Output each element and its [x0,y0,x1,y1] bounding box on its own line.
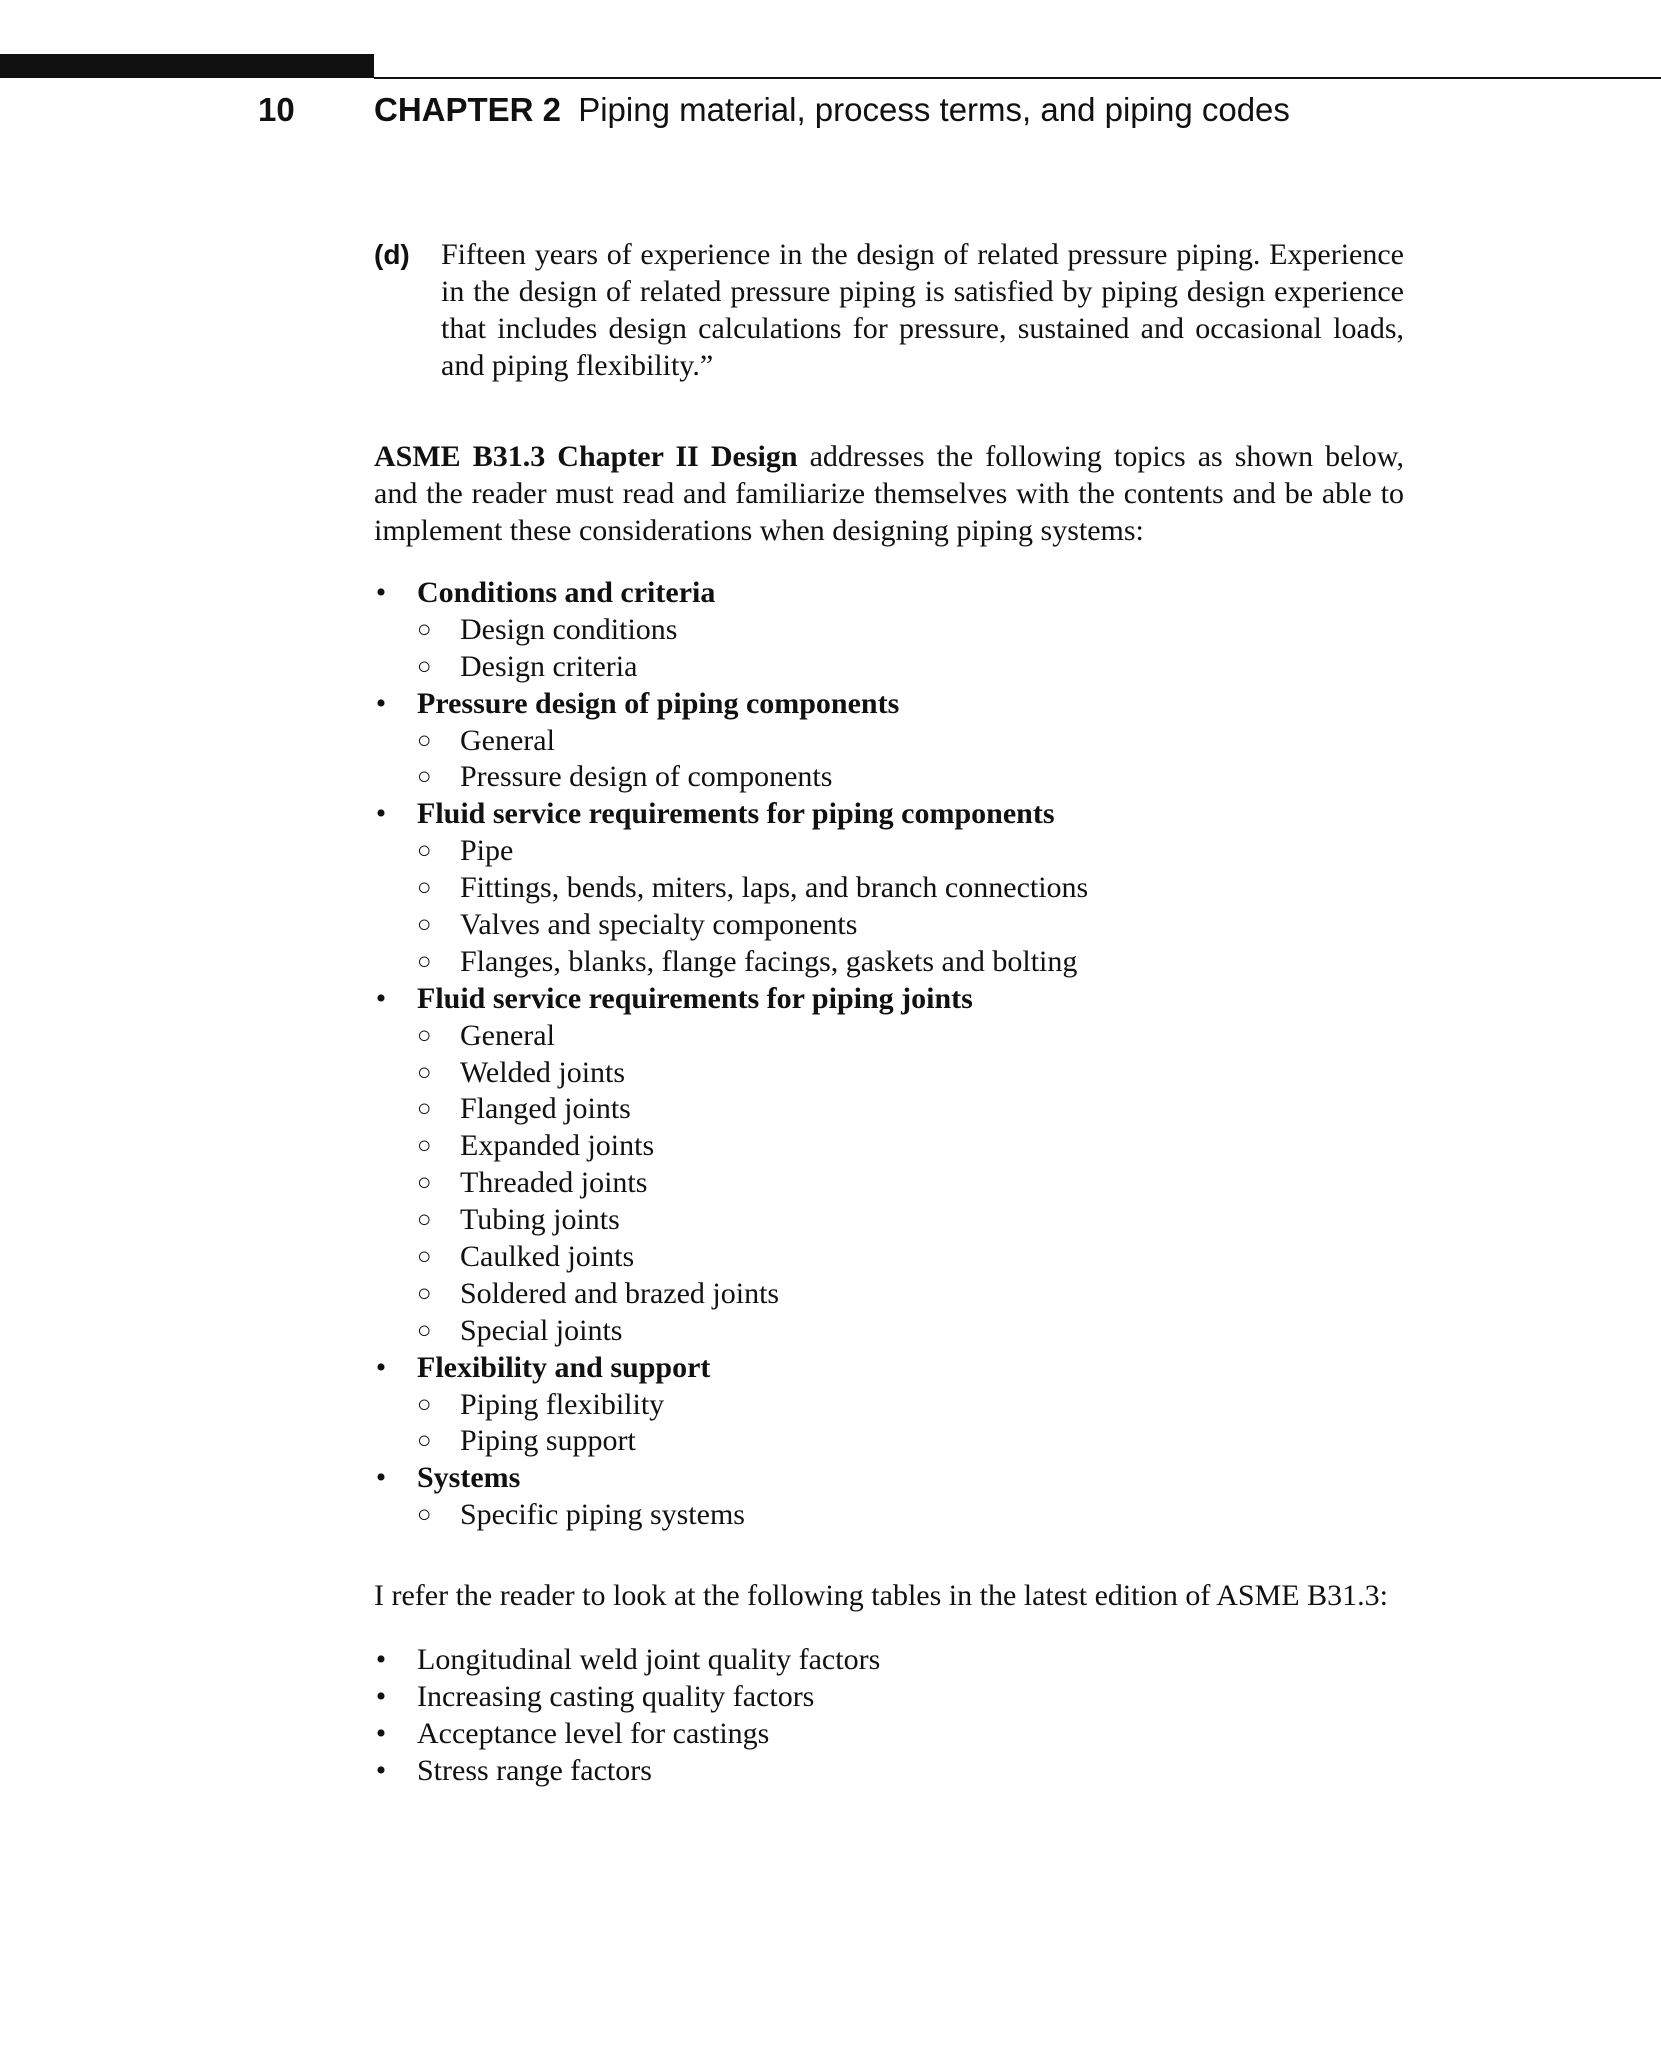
topic-group-title: Flexibility and support [417,1350,711,1384]
item-text: Fifteen years of experience in the design of related pressure piping. Experience in the design of related pressure piping is satisfied by piping design experience that includes design calculations for pressure, sustained and occasional loads, and piping flexibility.” [441,238,1404,382]
topic-subitem: Specific piping systems [460,1498,745,1532]
topic-subitem-row [374,1165,1404,1202]
topic-subitem: Caulked joints [460,1240,635,1274]
topic-subitem: Threaded joints [460,1166,648,1200]
topic-group-title: Fluid service requirements for piping components [417,797,1055,831]
bullet-icon: • [375,1716,387,1750]
tables-list [374,1642,1404,1790]
bullet-icon: • [375,981,387,1015]
table-list-item [374,1642,1404,1679]
circle-bullet-icon: ○ [417,948,432,975]
circle-bullet-icon: ○ [417,1280,432,1307]
list-item-d [374,236,1404,384]
bullet-icon: • [375,1679,387,1713]
topic-subitem: Soldered and brazed joints [460,1276,780,1310]
topic-subitem-row [374,1313,1404,1350]
table-list-item [374,1753,1404,1790]
topic-subitem: General [460,1018,555,1052]
bullet-icon: • [375,1753,387,1787]
bullet-icon: • [375,797,387,831]
circle-bullet-icon: ○ [417,838,432,865]
topic-group-title: Pressure design of piping components [417,686,900,720]
table-name: Stress range factors [417,1753,652,1787]
topic-subitem: Expanded joints [460,1129,655,1163]
table-list-item [374,1716,1404,1753]
circle-bullet-icon: ○ [417,1317,432,1344]
topics-list [374,575,1404,1534]
topic-subitem-row [374,723,1404,760]
topic-group-row [374,981,1404,1018]
chapter-label: CHAPTER 2 [374,91,562,128]
topic-subitem-row [374,1276,1404,1313]
topic-subitem: Pressure design of components [460,760,833,794]
circle-bullet-icon: ○ [417,1391,432,1418]
topic-subitem-row [374,759,1404,796]
bullet-icon: • [375,1461,387,1495]
topic-subitem: Design conditions [460,612,678,646]
circle-bullet-icon: ○ [417,727,432,754]
topic-subitem: Pipe [460,834,514,868]
topic-subitem-row [374,649,1404,686]
chapter-title: Piping material, process terms, and piping codes [578,91,1290,128]
topic-group-row [374,686,1404,723]
circle-bullet-icon: ○ [417,875,432,902]
topic-group-row [374,1460,1404,1497]
topic-subitem-row [374,870,1404,907]
topic-subitem: Piping flexibility [460,1387,665,1421]
topic-subitem-row [374,1091,1404,1128]
topic-group-title: Systems [417,1461,521,1495]
tables-paragraph: I refer the reader to look at the following tables in the latest edition of ASME B31.3: [374,1579,1388,1612]
design-paragraph [374,438,1404,549]
paragraph-lead: ASME B31.3 Chapter II Design [374,440,798,473]
topic-subitem-row [374,1423,1404,1460]
topic-subitem: Valves and specialty components [460,908,858,942]
topic-subitem-row [374,1497,1404,1534]
topic-subitem-row [374,1202,1404,1239]
table-name: Longitudinal weld joint quality factors [417,1643,881,1676]
bullet-icon: • [375,576,387,609]
circle-bullet-icon: ○ [417,764,432,791]
topic-subitem: Tubing joints [460,1203,620,1237]
topic-group-row [374,575,1404,612]
topic-subitem: General [460,723,555,757]
topic-subitem-row [374,833,1404,870]
circle-bullet-icon: ○ [417,1207,432,1234]
topic-subitem: Fittings, bends, miters, laps, and branch connections [460,871,1089,905]
topic-subitem-row [374,1239,1404,1276]
table-name: Acceptance level for castings [417,1716,770,1750]
topic-group-title: Conditions and criteria [417,576,716,609]
table-name: Increasing casting quality factors [417,1679,815,1713]
topic-subitem: Special joints [460,1313,623,1347]
topic-subitem: Flanges, blanks, flange facings, gaskets and bolting [460,944,1078,978]
topic-group-row [374,796,1404,833]
circle-bullet-icon: ○ [417,1133,432,1160]
bullet-icon: • [375,1350,387,1384]
item-label: (d) [374,239,410,270]
page-number: 10 [258,91,295,128]
circle-bullet-icon: ○ [417,1096,432,1123]
circle-bullet-icon: ○ [417,1502,432,1529]
circle-bullet-icon: ○ [417,912,432,939]
circle-bullet-icon: ○ [417,1428,432,1455]
topic-subitem: Piping support [460,1424,636,1458]
topic-group-title: Fluid service requirements for piping joints [417,981,973,1015]
topic-subitem: Flanged joints [460,1092,631,1126]
circle-bullet-icon: ○ [417,1022,432,1049]
circle-bullet-icon: ○ [417,616,432,643]
paragraph-text: addresses the following topics as shown below, and the reader must read and familiarize themselves with the contents and be able to implement these considerations when designing piping systems: [374,440,1404,547]
circle-bullet-icon: ○ [417,1170,432,1197]
circle-bullet-icon: ○ [417,653,432,680]
topic-subitem-row [374,944,1404,981]
topic-subitem: Design criteria [460,649,638,683]
topic-subitem-row [374,1128,1404,1165]
topic-subitem-row [374,1055,1404,1092]
table-list-item [374,1679,1404,1716]
circle-bullet-icon: ○ [417,1244,432,1271]
topic-group-row [374,1350,1404,1387]
topic-subitem: Welded joints [460,1055,626,1089]
header-rule [374,77,1661,79]
topic-subitem-row [374,907,1404,944]
header-bar [0,54,374,78]
bullet-icon: • [375,1643,387,1676]
running-head [374,90,1290,130]
topic-subitem-row [374,612,1404,649]
topic-subitem-row [374,1018,1404,1055]
circle-bullet-icon: ○ [417,1059,432,1086]
topic-subitem-row [374,1387,1404,1424]
bullet-icon: • [375,686,387,720]
